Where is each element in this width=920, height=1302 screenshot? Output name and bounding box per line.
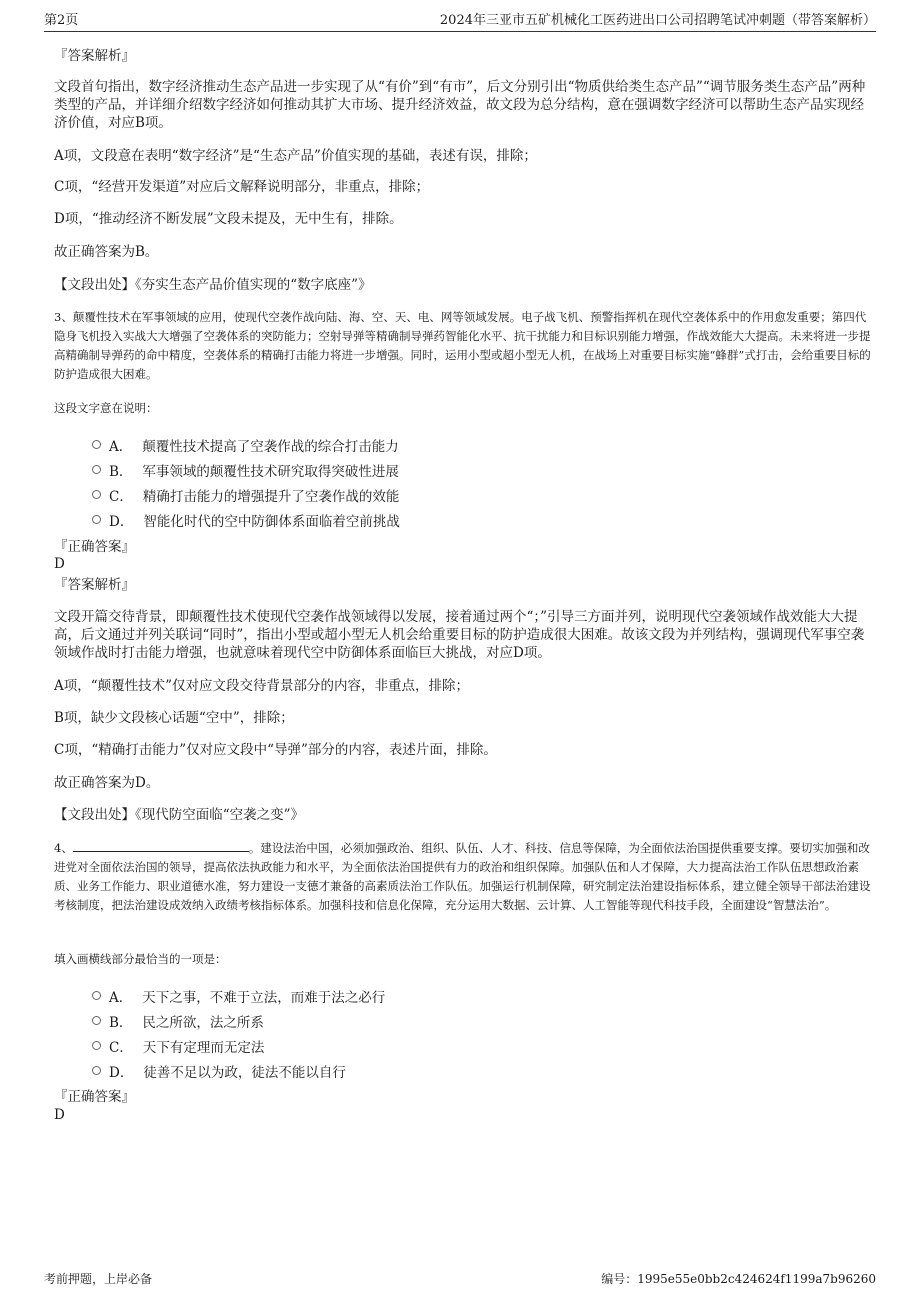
q2-analysis-label: 『答案解析』 xyxy=(54,48,135,64)
q2-analysis-d: D项，“推动经济不断发展”文段未提及，无中生有，排除。 xyxy=(54,211,403,227)
page-header xyxy=(44,10,876,32)
document-title: 2024年三亚市五矿机械化工医药进出口公司招聘笔试冲刺题（带答案解析） xyxy=(439,13,876,28)
radio-icon[interactable] xyxy=(92,515,101,524)
radio-icon[interactable] xyxy=(92,465,101,474)
q3-analysis-c: C项，“精确打击能力”仅对应文段中“导弹”部分的内容，表述片面，排除。 xyxy=(54,742,497,758)
q3-option-c[interactable]: C． 精确打击能力的增强提升了空袭作战的效能 xyxy=(92,482,872,507)
q3-options xyxy=(92,432,872,532)
document-code: 编号：1995e55e0bb2c424624f1199a7b96260 xyxy=(601,1272,876,1286)
q3-conclusion: 故正确答案为D。 xyxy=(54,775,160,791)
q4-option-b[interactable]: B． 民之所欲，法之所系 xyxy=(92,1008,872,1033)
q3-analysis-label: 『答案解析』 xyxy=(54,577,135,593)
q2-source: 【文段出处】《夯实生态产品价值实现的“数字底座”》 xyxy=(54,277,372,293)
q2-analysis-text: 文段首句指出，数字经济推动生态产品进一步实现了从“有价”到“有市”，后文分别引出“物质供给类生态产品”“调节服务类生态产品”两种类型的产品，并详细介绍数字经济如何推动其扩大市场、提升经济效益，故文段为总分结构，意在强调数字经济可以帮助生态产品实现经济价值，对应B项。 xyxy=(54,79,866,131)
q3-analysis-text: 文段开篇交待背景，即颠覆性技术使现代空袭作战领域得以发展，接着通过两个“；”引导三方面并列，说明现代空袭领域作战效能大大提高，后文通过并列关联词“同时”，指出小型或超小型无人机会给重要目标的防护造成很大困难。故该文段为并列结构，强调现代军事空袭领域作战时打击能力增强，也就意味着现代空中防御体系面临巨大挑战，对应D项。 xyxy=(54,609,865,661)
q4-fill-blank xyxy=(73,840,249,852)
q4-answer: D xyxy=(54,1107,65,1123)
q4-question: 填入画横线部分最恰当的一项是： xyxy=(54,952,227,966)
q3-option-d[interactable]: D． 智能化时代的空中防御体系面临着空前挑战 xyxy=(92,507,872,532)
q3-analysis-a: A项，“颠覆性技术”仅对应文段交待背景部分的内容，非重点，排除； xyxy=(54,678,470,694)
q3-analysis-b: B项，缺少文段核心话题“空中”，排除； xyxy=(54,710,294,726)
radio-icon[interactable] xyxy=(92,991,101,1000)
q3-source: 【文段出处】《现代防空面临“空袭之变”》 xyxy=(54,807,305,823)
q4-option-a[interactable]: A． 天下之事，不难于立法，而难于法之必行 xyxy=(92,983,872,1008)
q3-answer-label: 『正确答案』 xyxy=(54,539,135,555)
q2-conclusion: 故正确答案为B。 xyxy=(54,244,159,260)
radio-icon[interactable] xyxy=(92,490,101,499)
radio-icon[interactable] xyxy=(92,440,101,449)
q4-options xyxy=(92,983,872,1083)
q2-analysis-c: C项，“经营开发渠道”对应后文解释说明部分，非重点，排除； xyxy=(54,179,430,195)
q4-passage xyxy=(54,839,872,915)
page-footer xyxy=(44,1270,876,1287)
page-number: 第2页 xyxy=(44,13,79,28)
q3-option-a[interactable]: A． 颠覆性技术提高了空袭作战的综合打击能力 xyxy=(92,432,872,457)
q2-analysis-a: A项，文段意在表明“数字经济”是“生态产品”价值实现的基础，表述有误，排除； xyxy=(54,148,537,164)
q4-option-c[interactable]: C． 天下有定理而无定法 xyxy=(92,1033,872,1058)
q3-passage: 3、颠覆性技术在军事领域的应用，使现代空袭作战向陆、海、空、天、电、网等领域发展。电子战飞机、预警指挥机在现代空袭体系中的作用愈发重要；第四代隐身飞机投入实战大大增强了空袭体系的突防能力；空射导弹等精确制导弹药智能化水平、抗干扰能力和目标识别能力增强，作战效能大大提高。未来将进一步提高精确制导弹药的命中精度，空袭体系的精确打击能力将进一步增强。同时，运用小型或超小型无人机，在战场上对重要目标实施“蜂群”式打击，会给重要目标的防护造成很大困难。 xyxy=(54,310,871,381)
q4-passage-text: 。建设法治中国，必须加强政治、组织、队伍、人才、科技、信息等保障，为全面依法治国提供重要支撑。要切实加强和改进党对全面依法治国的领导，提高依法执政能力和水平，为全面依法治国提供有力的政治和组织保障。加强队伍和人才保障，大力提高法治工作队伍思想政治素质、业务工作能力、职业道德水准，努力建设一支德才兼备的高素质法治工作队伍。加强运行机制保障，研究制定法治建设指标体系，建立健全领导干部法治建设考核制度，把法治建设成效纳入政绩考核指标体系。加强科技和信息化保障，充分运用大数据、云计算、人工智能等现代科技手段，全面建设“智慧法治”。 xyxy=(54,841,871,912)
radio-icon[interactable] xyxy=(92,1016,101,1025)
q3-answer: D xyxy=(54,556,65,572)
q4-option-d[interactable]: D． 徒善不足以为政，徒法不能以自行 xyxy=(92,1058,872,1083)
q3-option-b[interactable]: B． 军事领域的颠覆性技术研究取得突破性进展 xyxy=(92,457,872,482)
q4-number: 4、 xyxy=(54,841,73,855)
radio-icon[interactable] xyxy=(92,1066,101,1075)
footer-slogan: 考前押题，上岸必备 xyxy=(44,1272,153,1286)
q4-answer-label: 『正确答案』 xyxy=(54,1089,135,1105)
radio-icon[interactable] xyxy=(92,1041,101,1050)
q3-question: 这段文字意在说明： xyxy=(54,401,158,415)
